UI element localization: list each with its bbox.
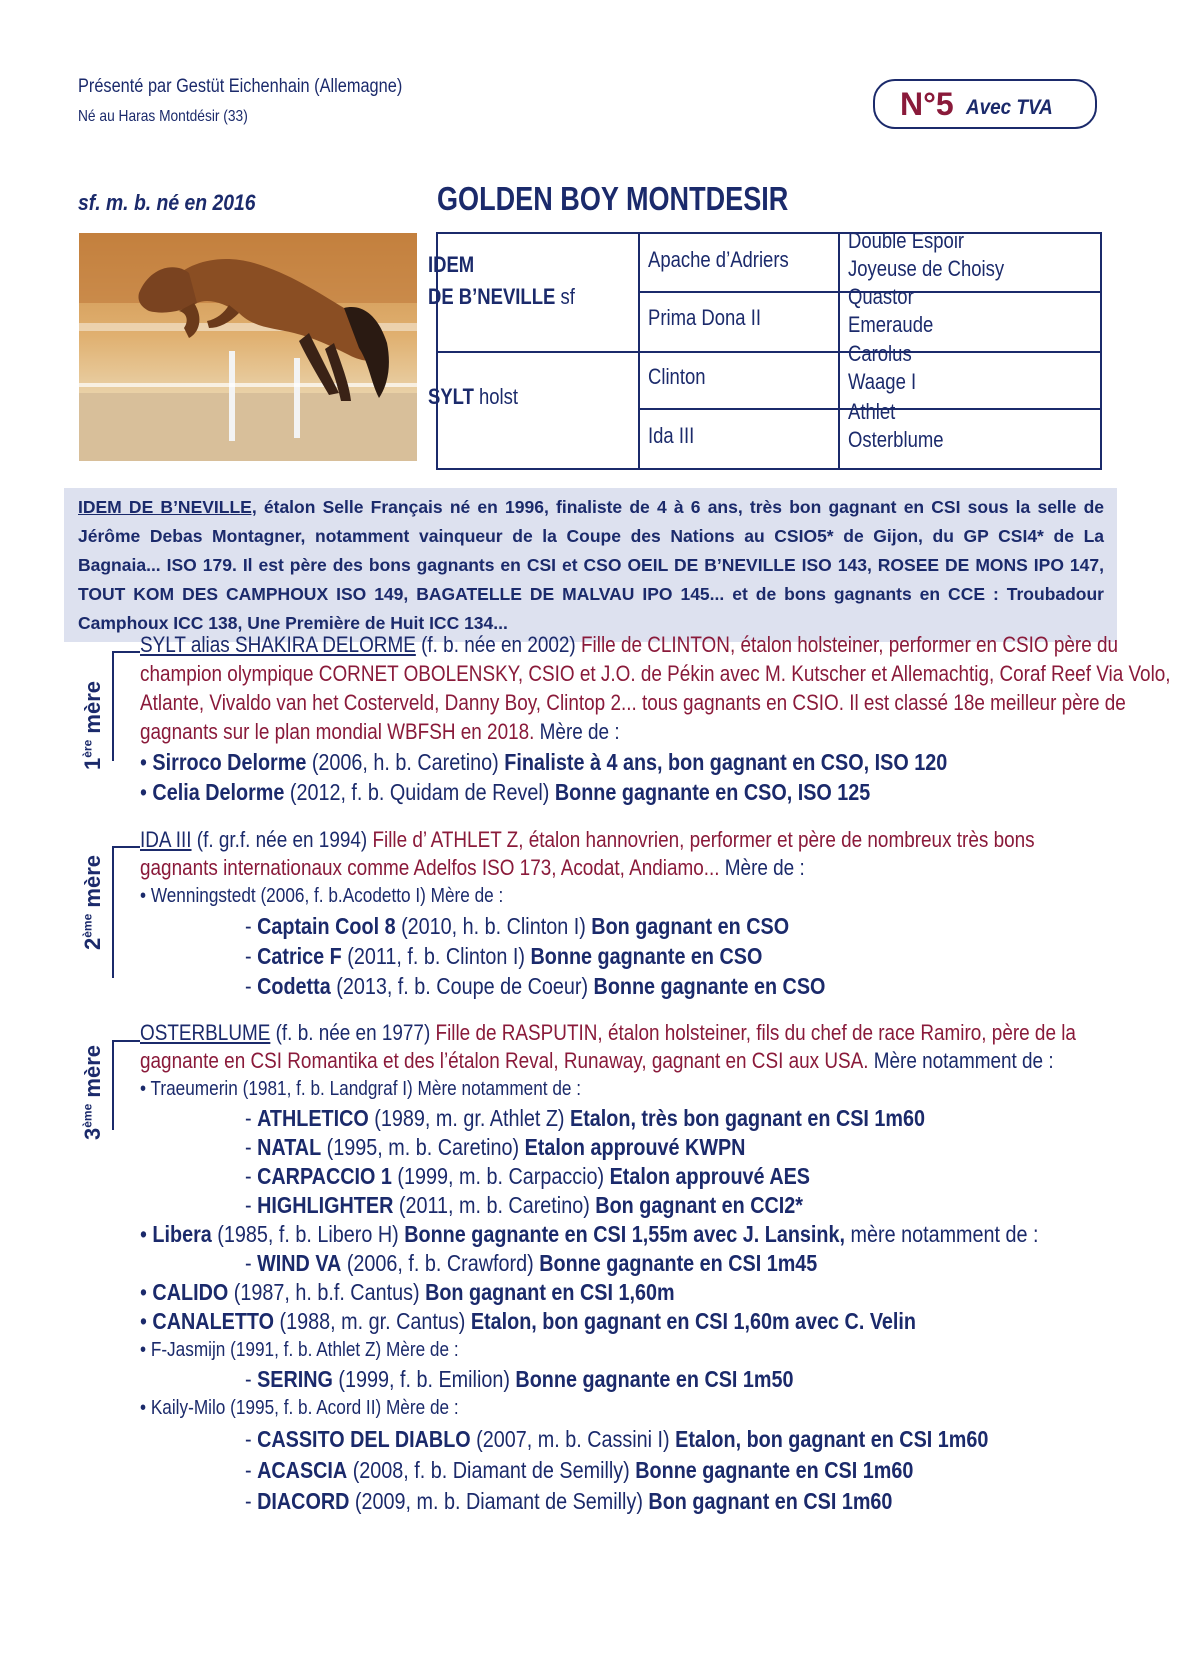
first-dam-header: SYLT alias SHAKIRA DELORME (f. b. née en 2002) Fille de CLINTON, étalon holsteiner, performer en CSIO père du [140,632,1119,657]
offspring-item: - DIACORD (2009, m. b. Diamant de Semilly) Bon gagnant en CSI 1m60 [245,1488,893,1514]
offspring-item: - WIND VA (2006, f. b. Crawford) Bonne gagnante en CSI 1m45 [245,1250,818,1276]
third-dam-header: OSTERBLUME (f. b. née en 1977) Fille de RASPUTIN, étalon holsteiner, fils du chef de race Ramiro, père de la [140,1020,1076,1045]
third-dam-text: gagnante en CSI Romantika et des l’étalon Reval, Runaway, gagnant en CSI aux USA. Mère notamment de : [140,1048,1054,1073]
second-dam-label: 2ème mère [80,855,105,950]
offspring-item: - CASSITO DEL DIABLO (2007, m. b. Cassini I) Etalon, bon gagnant en CSI 1m60 [245,1426,989,1452]
great-grandparent: Quastor [848,284,914,309]
offspring-item: - SERING (1999, f. b. Emilion) Bonne gagnante en CSI 1m50 [245,1366,794,1392]
sire-name-line2: DE B’NEVILLE sf [428,284,575,309]
offspring-item: - Captain Cool 8 (2010, h. b. Clinton I) Bon gagnant en CSO [245,913,790,939]
pedigree-table [428,228,1102,470]
great-grandparent: Joyeuse de Choisy [848,256,1005,281]
grandparent: Clinton [648,364,706,389]
first-dam-text: gagnants sur le plan mondial WBFSH en 2018. Mère de : [140,719,620,744]
sire-name: IDEM [428,252,475,277]
second-dam-bracket [112,846,140,978]
sire-info-text: IDEM DE B’NEVILLE, étalon Selle Français né en 1996, finaliste de 4 à 6 ans, très bon gagnant en CSI sous la selle de Jérôme Debas Montagner, notamment vainqueur de la Coupe des Nations au CSIO5* de Gijon, du GP CSI4* de La Bagnaia... ISO 179. Il est père des bons gagnants en CSI et CSO OEIL DE B’NEVILLE ISO 143, ROSEE DE MONS IPO 147, TOUT KOM DES CAMPHOUX ISO 149, BAGATELLE DE MALVAU IPO 145... et de bons gagnants en CCE : Troubadour Camphoux ICC 138, Une Première de Huit ICC 134... [78,497,1104,633]
offspring-item: • F-Jasmijn (1991, f. b. Athlet Z) Mère de : [140,1339,459,1361]
great-grandparent: Emeraude [848,312,934,337]
offspring-item: • Wenningstedt (2006, f. b.Acodetto I) Mère de : [140,885,504,907]
presenter-text: Présenté par Gestüt Eichenhain (Allemagne) [78,76,403,97]
offspring-item: - CARPACCIO 1 (1999, m. b. Carpaccio) Etalon approuvé AES [245,1163,810,1189]
great-grandparent: Athlet [848,399,896,424]
great-grandparent: Waage I [848,369,917,394]
grandparent: Ida III [648,423,695,448]
offspring-item: - Catrice F (2011, f. b. Clinton I) Bonne gagnante en CSO [245,943,763,969]
offspring-item: - ATHLETICO (1989, m. gr. Athlet Z) Etalon, très bon gagnant en CSI 1m60 [245,1105,926,1131]
first-dam-label: 1ère mère [80,681,105,770]
great-grandparent: Carolus [848,341,912,366]
lot-tva: Avec TVA [966,96,1053,119]
first-dam-text: Atlante, Vivaldo van het Costerveld, Danny Boy, Clintop 2... tous gagnants en CSIO. Il est classé 18e meilleur père de [140,690,1126,715]
offspring-item: - Codetta (2013, f. b. Coupe de Coeur) Bonne gagnante en CSO [245,973,826,999]
horse-description: sf. m. b. né en 2016 [78,190,256,215]
offspring-item: • Celia Delorme (2012, f. b. Quidam de Revel) Bonne gagnante en CSO, ISO 125 [140,779,871,805]
first-dam-text: champion olympique CORNET OBOLENSKY, CSIO et J.O. de Pékin avec M. Kutscher et Allemachtig, Coraf Reef Via Volo, [140,661,1171,686]
second-dam-text: gagnants internationaux comme Adelfos ISO 173, Acodat, Andiamo... Mère de : [140,855,805,880]
dam-name: SYLT holst [428,384,519,409]
grandparent: Prima Dona II [648,305,761,330]
horse-photo [79,233,417,461]
offspring-item: • Kaily-Milo (1995, f. b. Acord II) Mère de : [140,1397,459,1419]
second-dam-header: IDA III (f. gr.f. née en 1994) Fille d’ ATHLET Z, étalon hannovrien, performer et père de nombreux très bons [140,827,1035,852]
offspring-item: • Libera (1985, f. b. Libero H) Bonne gagnante en CSI 1,55m avec J. Lansink, mère notamment de : [140,1221,1039,1247]
third-dam-label: 3ème mère [80,1045,105,1140]
first-dam-bracket [112,651,140,761]
offspring-item: - HIGHLIGHTER (2011, m. b. Caretino) Bon gagnant en CCI2* [245,1192,803,1218]
offspring-item: - ACASCIA (2008, f. b. Diamant de Semilly) Bonne gagnante en CSI 1m60 [245,1457,914,1483]
birthplace-text: Né au Haras Montdésir (33) [78,108,248,125]
offspring-item: • CANALETTO (1988, m. gr. Cantus) Etalon, bon gagnant en CSI 1,60m avec C. Velin [140,1308,917,1334]
third-dam-bracket [112,1040,140,1130]
lot-number: N°5 [900,86,954,122]
offspring-item: • Traeumerin (1981, f. b. Landgraf I) Mère notamment de : [140,1078,582,1100]
great-grandparent: Osterblume [848,427,944,452]
offspring-item: • CALIDO (1987, h. b.f. Cantus) Bon gagnant en CSI 1,60m [140,1279,675,1305]
horse-name: GOLDEN BOY MONTDESIR [437,180,789,217]
offspring-item: • Sirroco Delorme (2006, h. b. Caretino) Finaliste à 4 ans, bon gagnant en CSO, ISO 120 [140,749,948,775]
great-grandparent: Double Espoir [848,228,965,253]
offspring-item: - NATAL (1995, m. b. Caretino) Etalon approuvé KWPN [245,1134,746,1160]
grandparent: Apache d’Adriers [648,247,789,272]
